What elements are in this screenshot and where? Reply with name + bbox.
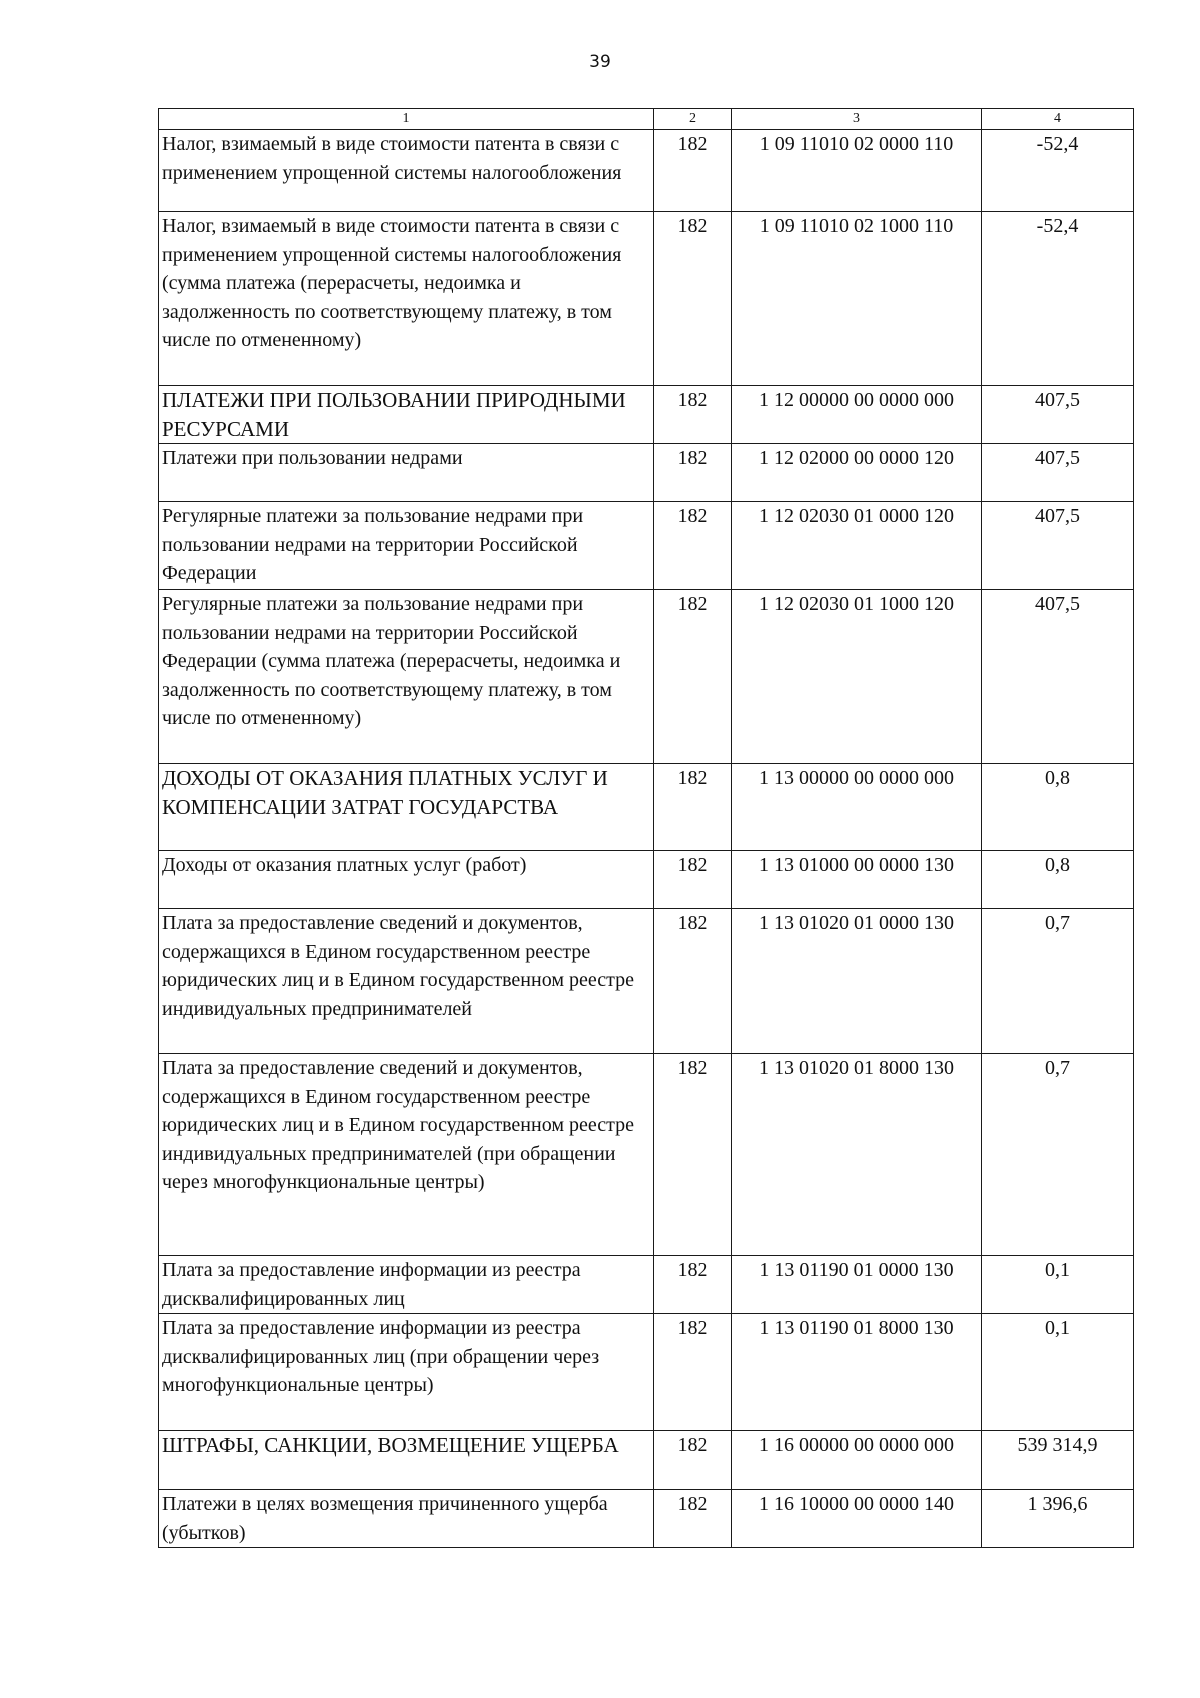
amount-cell: 0,1 [982, 1256, 1134, 1314]
table-row [159, 1256, 1134, 1314]
budget-code-cell: 1 13 01020 01 8000 130 [732, 1054, 982, 1256]
amount-cell: -52,4 [982, 212, 1134, 386]
amount-cell: 407,5 [982, 590, 1134, 764]
revenue-name-cell: Налог, взимаемый в виде стоимости патента в связи с применением упрощенной системы налогообложения (сумма платежа (перерасчеты, недоимка и задолженность по соответствующему платежу, в том числе по отмененному) [159, 212, 654, 386]
revenue-name-cell: Платежи при пользовании недрами [159, 444, 654, 502]
amount-cell: 0,8 [982, 764, 1134, 851]
column-header-2: 2 [654, 109, 732, 130]
admin-code-cell: 182 [654, 444, 732, 502]
revenue-name-cell: Налог, взимаемый в виде стоимости патента в связи с применением упрощенной системы налогообложения [159, 130, 654, 212]
table-row [159, 909, 1134, 1054]
table-row [159, 1431, 1134, 1490]
table-row [159, 590, 1134, 764]
budget-code-cell: 1 13 01000 00 0000 130 [732, 851, 982, 909]
admin-code-cell: 182 [654, 212, 732, 386]
budget-code-cell: 1 16 00000 00 0000 000 [732, 1431, 982, 1490]
admin-code-cell: 182 [654, 851, 732, 909]
table-row [159, 1490, 1134, 1548]
budget-code-cell: 1 16 10000 00 0000 140 [732, 1490, 982, 1548]
budget-code-cell: 1 09 11010 02 0000 110 [732, 130, 982, 212]
revenue-name-cell: Плата за предоставление информации из реестра дисквалифицированных лиц [159, 1256, 654, 1314]
column-header-1: 1 [159, 109, 654, 130]
amount-cell: 0,7 [982, 909, 1134, 1054]
revenue-name-cell: Плата за предоставление сведений и документов, содержащихся в Едином государственном реестре юридических лиц и в Едином государственном реестре индивидуальных предпринимателей [159, 909, 654, 1054]
amount-cell: 1 396,6 [982, 1490, 1134, 1548]
amount-cell: -52,4 [982, 130, 1134, 212]
revenue-name-cell: Регулярные платежи за пользование недрами при пользовании недрами на территории Российской Федерации [159, 502, 654, 590]
table-row [159, 1054, 1134, 1256]
revenue-name-cell: Доходы от оказания платных услуг (работ) [159, 851, 654, 909]
admin-code-cell: 182 [654, 590, 732, 764]
revenue-section-name-cell: ШТРАФЫ, САНКЦИИ, ВОЗМЕЩЕНИЕ УЩЕРБА [159, 1431, 654, 1490]
budget-code-cell: 1 12 02030 01 1000 120 [732, 590, 982, 764]
amount-cell: 0,1 [982, 1314, 1134, 1431]
revenue-section-name-cell: ДОХОДЫ ОТ ОКАЗАНИЯ ПЛАТНЫХ УСЛУГ И КОМПЕНСАЦИИ ЗАТРАТ ГОСУДАРСТВА [159, 764, 654, 851]
budget-code-cell: 1 12 02000 00 0000 120 [732, 444, 982, 502]
admin-code-cell: 182 [654, 909, 732, 1054]
column-number-header-row [159, 109, 1134, 130]
admin-code-cell: 182 [654, 130, 732, 212]
table-row [159, 851, 1134, 909]
budget-code-cell: 1 13 00000 00 0000 000 [732, 764, 982, 851]
budget-code-cell: 1 13 01190 01 8000 130 [732, 1314, 982, 1431]
revenue-name-cell: Платежи в целях возмещения причиненного ущерба (убытков) [159, 1490, 654, 1548]
column-header-4: 4 [982, 109, 1134, 130]
table-row [159, 1314, 1134, 1431]
admin-code-cell: 182 [654, 1256, 732, 1314]
admin-code-cell: 182 [654, 1314, 732, 1431]
amount-cell: 407,5 [982, 386, 1134, 444]
amount-cell: 407,5 [982, 502, 1134, 590]
revenue-name-cell: Плата за предоставление сведений и документов, содержащихся в Едином государственном реестре юридических лиц и в Едином государственном реестре индивидуальных предпринимателей (при обращении через многофункциональные центры) [159, 1054, 654, 1256]
admin-code-cell: 182 [654, 386, 732, 444]
admin-code-cell: 182 [654, 1431, 732, 1490]
budget-code-cell: 1 12 02030 01 0000 120 [732, 502, 982, 590]
table-row [159, 502, 1134, 590]
budget-code-cell: 1 13 01020 01 0000 130 [732, 909, 982, 1054]
table-row [159, 444, 1134, 502]
admin-code-cell: 182 [654, 764, 732, 851]
admin-code-cell: 182 [654, 502, 732, 590]
amount-cell: 0,7 [982, 1054, 1134, 1256]
revenue-name-cell: Плата за предоставление информации из реестра дисквалифицированных лиц (при обращении через многофункциональные центры) [159, 1314, 654, 1431]
amount-cell: 539 314,9 [982, 1431, 1134, 1490]
revenue-table [158, 108, 1134, 1548]
table-row [159, 764, 1134, 851]
budget-code-cell: 1 12 00000 00 0000 000 [732, 386, 982, 444]
budget-code-cell: 1 09 11010 02 1000 110 [732, 212, 982, 386]
amount-cell: 0,8 [982, 851, 1134, 909]
budget-code-cell: 1 13 01190 01 0000 130 [732, 1256, 982, 1314]
table-row [159, 130, 1134, 212]
revenue-name-cell: Регулярные платежи за пользование недрами при пользовании недрами на территории Российской Федерации (сумма платежа (перерасчеты, недоимка и задолженность по соответствующему платежу, в том числе по отмененному) [159, 590, 654, 764]
revenue-section-name-cell: ПЛАТЕЖИ ПРИ ПОЛЬЗОВАНИИ ПРИРОДНЫМИ РЕСУРСАМИ [159, 386, 654, 444]
admin-code-cell: 182 [654, 1054, 732, 1256]
amount-cell: 407,5 [982, 444, 1134, 502]
table-row [159, 212, 1134, 386]
page-number: 39 [589, 52, 611, 72]
table-row [159, 386, 1134, 444]
admin-code-cell: 182 [654, 1490, 732, 1548]
column-header-3: 3 [732, 109, 982, 130]
